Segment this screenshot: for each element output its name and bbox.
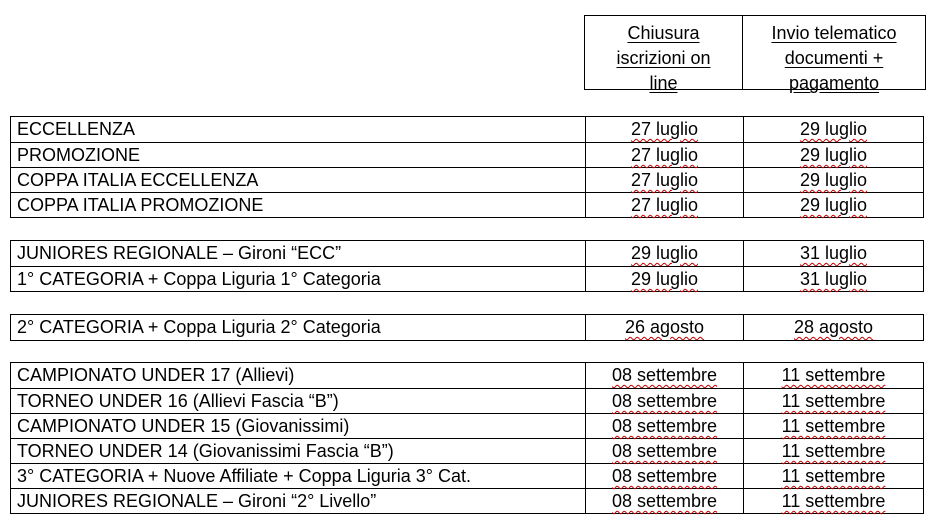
- group-eccellenza-promozione: [10, 116, 924, 218]
- send-date: 28 agosto: [793, 317, 874, 337]
- table-row: [11, 142, 923, 167]
- category-name: TORNEO UNDER 16 (Allievi Fascia “B”): [11, 389, 586, 413]
- category-name: PROMOZIONE: [11, 143, 586, 167]
- closing-date: 08 settembre: [586, 489, 744, 513]
- category-name: CAMPIONATO UNDER 17 (Allievi): [11, 363, 586, 388]
- table-row: [11, 388, 923, 413]
- table-row: [11, 117, 923, 142]
- table-row: [11, 192, 923, 217]
- category-name: COPPA ITALIA PROMOZIONE: [11, 193, 586, 217]
- table-row: [11, 488, 923, 513]
- closing-date: 08 settembre: [586, 414, 744, 438]
- category-name: COPPA ITALIA ECCELLENZA: [11, 168, 586, 192]
- category-name: 1° CATEGORIA + Coppa Liguria 1° Categoria: [11, 267, 586, 291]
- table-row: [11, 363, 923, 388]
- send-date: 11 settembre: [781, 441, 886, 461]
- send-date: 29 luglio: [799, 119, 868, 139]
- category-name: JUNIORES REGIONALE – Gironi “ECC”: [11, 241, 586, 266]
- header-send-line-1: Invio telematico: [771, 23, 897, 43]
- header-closing-line-1: Chiusura: [627, 23, 700, 43]
- closing-date: 29 luglio: [586, 267, 744, 291]
- table-row: [11, 438, 923, 463]
- send-date: 11 settembre: [781, 491, 886, 511]
- category-name: 2° CATEGORIA + Coppa Liguria 2° Categoria: [11, 315, 586, 340]
- table-row: [11, 463, 923, 488]
- send-date: 29 luglio: [799, 170, 868, 190]
- closing-date: 27 luglio: [586, 193, 744, 217]
- send-date: 11 settembre: [781, 416, 886, 436]
- group-seconda: [10, 314, 924, 341]
- header-send-line-3: pagamento: [788, 73, 880, 93]
- closing-date: 27 luglio: [586, 117, 744, 142]
- send-date: 11 settembre: [781, 466, 886, 486]
- group-settore-giovanile: [10, 362, 924, 514]
- header-closing-line-3: line: [649, 73, 678, 93]
- category-name: ECCELLENZA: [11, 117, 586, 142]
- group-juniores-prima: [10, 240, 924, 292]
- table-row: [11, 266, 923, 291]
- table-row: [11, 241, 923, 266]
- header-send-line-2: documenti +: [784, 48, 884, 68]
- closing-date: 26 agosto: [586, 315, 744, 340]
- closing-date: 29 luglio: [586, 241, 744, 266]
- category-name: TORNEO UNDER 14 (Giovanissimi Fascia “B”): [11, 439, 586, 463]
- header-send-cell: [742, 15, 926, 93]
- closing-date: 08 settembre: [586, 464, 744, 488]
- send-date: 31 luglio: [799, 269, 868, 289]
- closing-date: 27 luglio: [586, 168, 744, 192]
- header-closing-cell: [584, 15, 743, 93]
- category-name: JUNIORES REGIONALE – Gironi “2° Livello”: [11, 489, 586, 513]
- header-closing-line-2: iscrizioni on: [616, 48, 711, 68]
- category-name: CAMPIONATO UNDER 15 (Giovanissimi): [11, 414, 586, 438]
- send-date: 31 luglio: [799, 243, 868, 263]
- closing-date: 08 settembre: [586, 389, 744, 413]
- send-date: 11 settembre: [781, 365, 886, 385]
- closing-date: 08 settembre: [586, 363, 744, 388]
- send-date: 11 settembre: [781, 391, 886, 411]
- closing-date: 27 luglio: [586, 143, 744, 167]
- table-row: [11, 315, 923, 340]
- send-date: 29 luglio: [799, 145, 868, 165]
- send-date: 29 luglio: [799, 195, 868, 215]
- table-row: [11, 413, 923, 438]
- category-name: 3° CATEGORIA + Nuove Affiliate + Coppa Liguria 3° Cat.: [11, 464, 586, 488]
- closing-date: 08 settembre: [586, 439, 744, 463]
- table-row: [11, 167, 923, 192]
